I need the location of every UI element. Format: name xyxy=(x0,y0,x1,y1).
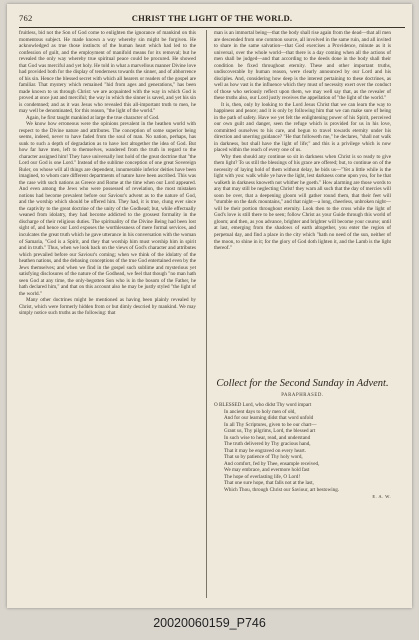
verse-line: In all Thy Scriptures, given to be our chart— xyxy=(224,421,317,428)
verse-line: The truth delivered by Thy gracious hand, xyxy=(224,441,311,448)
paragraph: Many other doctrines might be mentioned as having been plainly revealed by Christ, which were formerly hidden from or but dimly descried by mankind. We may simply notice such truths as the following: that xyxy=(19,297,196,317)
column-divider xyxy=(206,30,207,598)
image-caption: 20020060159_P746 xyxy=(153,616,266,630)
page-number: 762 xyxy=(19,13,33,23)
right-column xyxy=(214,30,391,375)
page-header xyxy=(19,13,405,28)
paragraph: fruitless, bid not the Son of God come to enlighten the ignorance of mankind on this momentous subject. He made known a way whereby sin might be forgiven. He acknowledged as true those instincts of the human heart which had led to the confession of guilt, and the employment of manifold means for its removal; but he revealed the only way whereby true spiritual peace could be procured. He showed that God was merciful and yet holy. He told in what a marvellous manner Divine love had provided both for the display of tenderness towards the sinner, and of abhorrence of his sin. Hence the blessed secret with which all hearers or readers of the gospel are familiar. That mystery which remained "hid from ages and generations," has been made known to us through Christ: we are acquainted with the way in which God is proved at once just and merciful; the way in which the sinner is saved, and yet his sin is condemned; and as it was Jesus who revealed this all-important truth to men, he may well be denominated, for this reason, "the light of the world." xyxy=(19,30,196,115)
collect-subtitle: PARAPHRASED. xyxy=(281,393,324,398)
verse-line: The hope of everlasting life, O Lord! xyxy=(224,473,301,480)
paragraph: Again, he first taught mankind at large the true character of God. xyxy=(26,114,160,121)
collect-title: Collect for the Second Sunday in Advent. xyxy=(216,378,389,389)
verse-line: That it may be engraved on every heart. xyxy=(224,447,306,454)
verse-line: Which Thou, through Christ our Saviour, art bestowing. xyxy=(224,486,340,493)
paragraph: Why then should any continue so sit in darkness when Christ is so ready to give them light? To us still the blessings of his grace are offered; but, to continue on of the necessity of laying hold of them without delay, he bids us—"Yet a little while is the light with you: walk while ye have the light, lest darkness come upon you, for he that walketh in darkness knoweth not whither he goeth." How alarming are those words to any that may still be neglecting Christ! they warn all such that the day of mercies will soon be over, that a deepening gloom will gather round them, that their feet will "stumble on the dark mountains," and that night—a long, cheerless, unbroken night—will be their portion throughout eternity. Look then to the cross while the light of God's love is still there to be seen; follow Christ as your Guide through this world of gloom; and then, as you advance, brighter and brighter will become your course; until at last, emerging from the shadows of earth altogether, you enter the region of perpetual day, and find a place in the city which "hath no need of the sun, neither of the moon, to shine in it; for the glory of God doth lighten it, and the Lamb is the light thereof." xyxy=(214,153,391,252)
paragraph: It is, then, only by looking to the Lord Jesus Christ that we can learn the way to happiness and peace; and it is only by following him that we can make sure of being in the path of safety. Have we yet felt the enlightening power of his Spirit, perceived our own guilt and danger, seen the refuge which is provided for us in his love, committed ourselves to his care, and begun to travel towards eternity under his direction and unerring guidance? "He that followeth me," he declares, "shall not walk in darkness, but shall have the light of life;" and this is a privilege which is now placed within the reach of every one of us. xyxy=(214,101,391,154)
verse-line: In such wise to hear, read, and understand xyxy=(224,434,311,441)
verse-line: That so by patience of Thy holy word, xyxy=(224,454,303,461)
collect-verse xyxy=(214,402,391,501)
left-column xyxy=(19,30,196,598)
paragraph: We know how erroneous were the opinions prevalent in the heathen world with respect to the Divine nature and attributes. The conception of some superior being seems, indeed, never to have faded from the soul of man. No nation, perhaps, has sunk to such a depth of degradation as to have lost altogether the idea of God. But how far have men, left to themselves, wandered from the truth in regard to the character assigned him! They have universally lost hold of the great doctrine that "the Lord our God is one Lord." Instead of the sublime conception of one great Sovereign Ruler, on whose will all things are dependent, innumerable inferior deities have been imagined, to whom care different departments of nature have been ascribed. This was the case with such nations as Greece and Rome at the time when our Lord appeared. And even among the Jews who were possessed of revelation, the most mistaken notions had become prevalent before our Saviour's advent as to the nature of God, and the worship which should be offered him. They had, it is true, clung ever since the captivity to the great doctrine of the unity of the Godhead; but, while effectually weaned from idolatry, they had become addicted to the grossest formality in the discharge of their religious duties. The spirituality of the Divine Being had been lost sight of, and hence our Lord exposes the worthlessness of mere formal services, and inculcates the great truth which he gave utterance in his conversation with the woman of Samaria, "God is a Spirit, and they that worship him must worship him in spirit and in truth." Thus, when we look back on the views of God's character and attributes which prevailed before our Saviour's coming; when we think of the idolatry of the heathen nations, and the debasing conceptions of the true God entertained even by the Jews themselves; and when we find in the gospel such sublime and mysterious yet satisfying disclosures of the nature of the Godhead, we feel that though "no man hath seen God at any time, the only-begotten Son who is in the bosom of the Father, he hath declared him," and that on this account also he may be justly styled "the light of the world." xyxy=(19,121,196,297)
verse-line: O BLESSED Lord, who didst Thy word impart xyxy=(214,402,312,408)
verse-signature: E. A. W. xyxy=(372,494,391,500)
running-title: CHRIST THE LIGHT OF THE WORLD. xyxy=(131,13,293,23)
verse-line: And comfort, fed by Thee, ensample received, xyxy=(224,460,320,467)
verse-line: Grant us, Thy pilgrims, Lord, the blessed art xyxy=(224,428,316,435)
verse-line: In ancient days to holy men of old, xyxy=(224,408,296,415)
verse-line: We may embrace, and evermore hold fast xyxy=(224,467,310,474)
verse-line: That one sure hope, that falls not at the last, xyxy=(224,480,314,487)
paragraph: man is an immortal being—that the body shall rise again from the dead—that all men are descended from one common source, all involved in the same ruin, and all invited to share in the same salvation—that God exercises a Providence, minute as it is universal, over the whole world—that there is a day coming when all the actions of men shall be judged—and that according to the deeds done in the body shall their condition be fixed throughout eternity. These and other important truths, undiscoverable by human reason, were clearly announced by our Lord and his disciples. And, considering how deep is the interest pertaining to these doctrines, as well as how vast is the influence which they must of necessity exert over the conduct of those who seriously reflect upon them, we may well say that, as the revealer of these truths also, our Lord justly receives the appellation of "the light of the world." xyxy=(214,30,391,102)
verse-line: And for our learning didst that word unfold xyxy=(224,415,314,422)
